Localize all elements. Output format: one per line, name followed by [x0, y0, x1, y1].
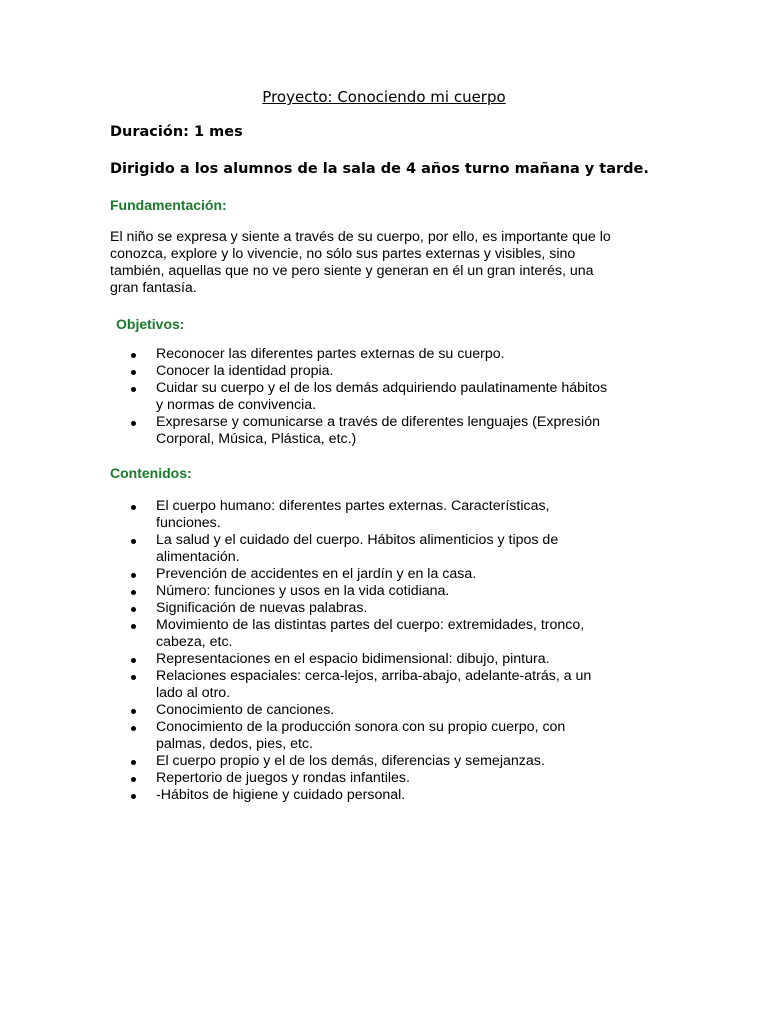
list-item-text: Reconocer las diferentes partes externas de su cuerpo.	[156, 346, 505, 362]
bullet-icon	[131, 573, 136, 578]
list-item-text: La salud y el cuidado del cuerpo. Hábitos alimenticios y tipos de	[156, 532, 559, 548]
list-item	[0, 380, 768, 414]
list-item-text: Prevención de accidentes en el jardín y en la casa.	[156, 566, 477, 582]
paragraph-line: gran fantasía.	[110, 280, 197, 296]
fundamentacion-paragraph	[110, 229, 670, 297]
paragraph-line: conozca, explore y lo vivencie, no sólo sus partes externas y visibles, sino	[110, 246, 576, 262]
paragraph-line: El niño se expresa y siente a través de su cuerpo, por ello, es importante que lo	[110, 229, 611, 245]
bullet-icon	[131, 590, 136, 595]
list-item-text: funciones.	[156, 515, 221, 531]
list-item	[0, 787, 768, 804]
list-item-text: Cuidar su cuerpo y el de los demás adquiriendo paulatinamente hábitos	[156, 380, 608, 396]
list-item	[0, 346, 768, 363]
list-item-text: Conocer la identidad propia.	[156, 363, 334, 379]
bullet-icon	[131, 726, 136, 731]
list-item-text: palmas, dedos, pies, etc.	[156, 736, 313, 752]
bullet-icon	[131, 539, 136, 544]
list-item	[0, 617, 768, 651]
bullet-icon	[131, 760, 136, 765]
list-item-text: El cuerpo humano: diferentes partes externas. Características,	[156, 498, 550, 514]
bullet-icon	[131, 658, 136, 663]
list-item	[0, 770, 768, 787]
bullet-icon	[131, 794, 136, 799]
list-item	[0, 668, 768, 702]
list-item	[0, 600, 768, 617]
contenidos-list	[0, 498, 768, 804]
bullet-icon	[131, 505, 136, 510]
bullet-icon	[131, 353, 136, 358]
bullet-icon	[131, 607, 136, 612]
list-item	[0, 363, 768, 380]
paragraph-line: también, aquellas que no ve pero siente y generan en él un gran interés, una	[110, 263, 594, 279]
list-item	[0, 651, 768, 668]
list-item-text: Expresarse y comunicarse a través de diferentes lenguajes (Expresión	[156, 414, 600, 430]
list-item-text: Movimiento de las distintas partes del cuerpo: extremidades, tronco,	[156, 617, 585, 633]
bullet-icon	[131, 709, 136, 714]
bullet-icon	[131, 387, 136, 392]
list-item	[0, 498, 768, 532]
list-item	[0, 702, 768, 719]
bullet-icon	[131, 624, 136, 629]
list-item-text: y normas de convivencia.	[156, 397, 317, 413]
list-item-text: Conocimiento de la producción sonora con su propio cuerpo, con	[156, 719, 566, 735]
document-title: Proyecto: Conociendo mi cuerpo	[262, 88, 506, 106]
list-item	[0, 719, 768, 753]
list-item	[0, 753, 768, 770]
audience-line: Dirigido a los alumnos de la sala de 4 años turno mañana y tarde.	[110, 161, 649, 177]
duration-line: Duración: 1 mes	[110, 124, 243, 140]
list-item-text: El cuerpo propio y el de los demás, diferencias y semejanzas.	[156, 753, 545, 769]
list-item-text: Número: funciones y usos en la vida cotidiana.	[156, 583, 450, 599]
list-item-text: -Hábitos de higiene y cuidado personal.	[156, 787, 406, 803]
bullet-icon	[131, 370, 136, 375]
list-item-text: Representaciones en el espacio bidimensional: dibujo, pintura.	[156, 651, 550, 667]
objetivos-list	[0, 346, 768, 448]
bullet-icon	[131, 421, 136, 426]
list-item-text: Corporal, Música, Plástica, etc.)	[156, 431, 357, 447]
bullet-icon	[131, 675, 136, 680]
list-item	[0, 583, 768, 600]
list-item-text: Relaciones espaciales: cerca-lejos, arriba-abajo, adelante-atrás, a un	[156, 668, 592, 684]
bullet-icon	[131, 777, 136, 782]
contenidos-heading: Contenidos:	[110, 465, 192, 481]
list-item-text: Significación de nuevas palabras.	[156, 600, 368, 616]
fundamentacion-heading: Fundamentación:	[110, 197, 227, 213]
objetivos-heading: Objetivos:	[116, 316, 185, 332]
list-item-text: cabeza, etc.	[156, 634, 233, 650]
list-item	[0, 566, 768, 583]
list-item	[0, 414, 768, 448]
list-item-text: alimentación.	[156, 549, 240, 565]
list-item-text: lado al otro.	[156, 685, 231, 701]
list-item-text: Conocimiento de canciones.	[156, 702, 335, 718]
list-item-text: Repertorio de juegos y rondas infantiles.	[156, 770, 410, 786]
list-item	[0, 532, 768, 566]
